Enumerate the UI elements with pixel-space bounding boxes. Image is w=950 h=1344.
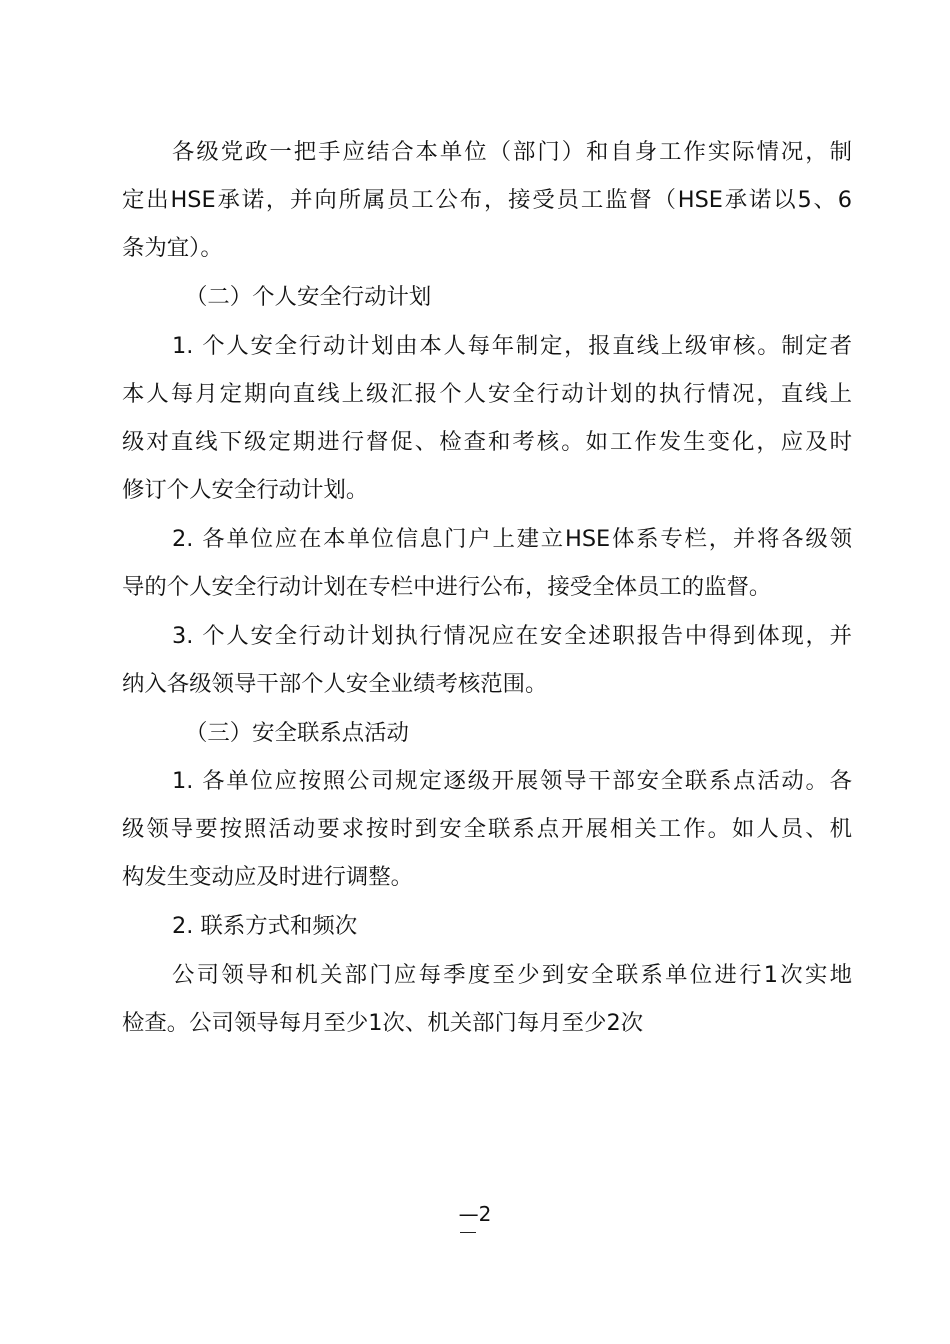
section-heading: （三）安全联系点活动	[185, 720, 409, 746]
section-heading: （二）个人安全行动计划	[185, 284, 432, 310]
page-number	[455, 1202, 495, 1226]
page-number-text: —2	[458, 1202, 492, 1226]
paragraph-line: 构发生变动应及时进行调整。	[122, 864, 414, 890]
paragraph-line: 公司领导和机关部门应每季度至少到安全联系单位进行1次实地	[172, 962, 852, 988]
paragraph-line: 级对直线下级定期进行督促、检查和考核。如工作发生变化，应及时	[122, 429, 852, 455]
paragraph-line: 修订个人安全行动计划。	[122, 477, 369, 503]
subsection-heading: 2. 联系方式和频次	[172, 913, 358, 939]
paragraph-line: 条为宜）。	[122, 235, 223, 261]
paragraph-line: 级领导要按照活动要求按时到安全联系点开展相关工作。如人员、机	[122, 816, 852, 842]
paragraph-line: 本人每月定期向直线上级汇报个人安全行动计划的执行情况，直线上	[122, 381, 852, 407]
page-number-dash	[460, 1232, 476, 1233]
paragraph-line: 定出HSE承诺，并向所属员工公布，接受员工监督（HSE承诺以5、6	[122, 187, 852, 213]
paragraph-line: 导的个人安全行动计划在专栏中进行公布，接受全体员工的监督。	[122, 574, 772, 600]
paragraph-line: 1. 个人安全行动计划由本人每年制定，报直线上级审核。制定者	[172, 333, 852, 359]
paragraph-line: 各级党政一把手应结合本单位（部门）和自身工作实际情况，制	[172, 139, 852, 165]
paragraph-line: 2. 各单位应在本单位信息门户上建立HSE体系专栏，并将各级领	[172, 526, 852, 552]
paragraph-line: 纳入各级领导干部个人安全业绩考核范围。	[122, 671, 548, 697]
paragraph-line: 检查。公司领导每月至少1次、机关部门每月至少2次	[122, 1010, 644, 1036]
paragraph-line: 1. 各单位应按照公司规定逐级开展领导干部安全联系点活动。各	[172, 768, 852, 794]
paragraph-line: 3. 个人安全行动计划执行情况应在安全述职报告中得到体现，并	[172, 623, 852, 649]
